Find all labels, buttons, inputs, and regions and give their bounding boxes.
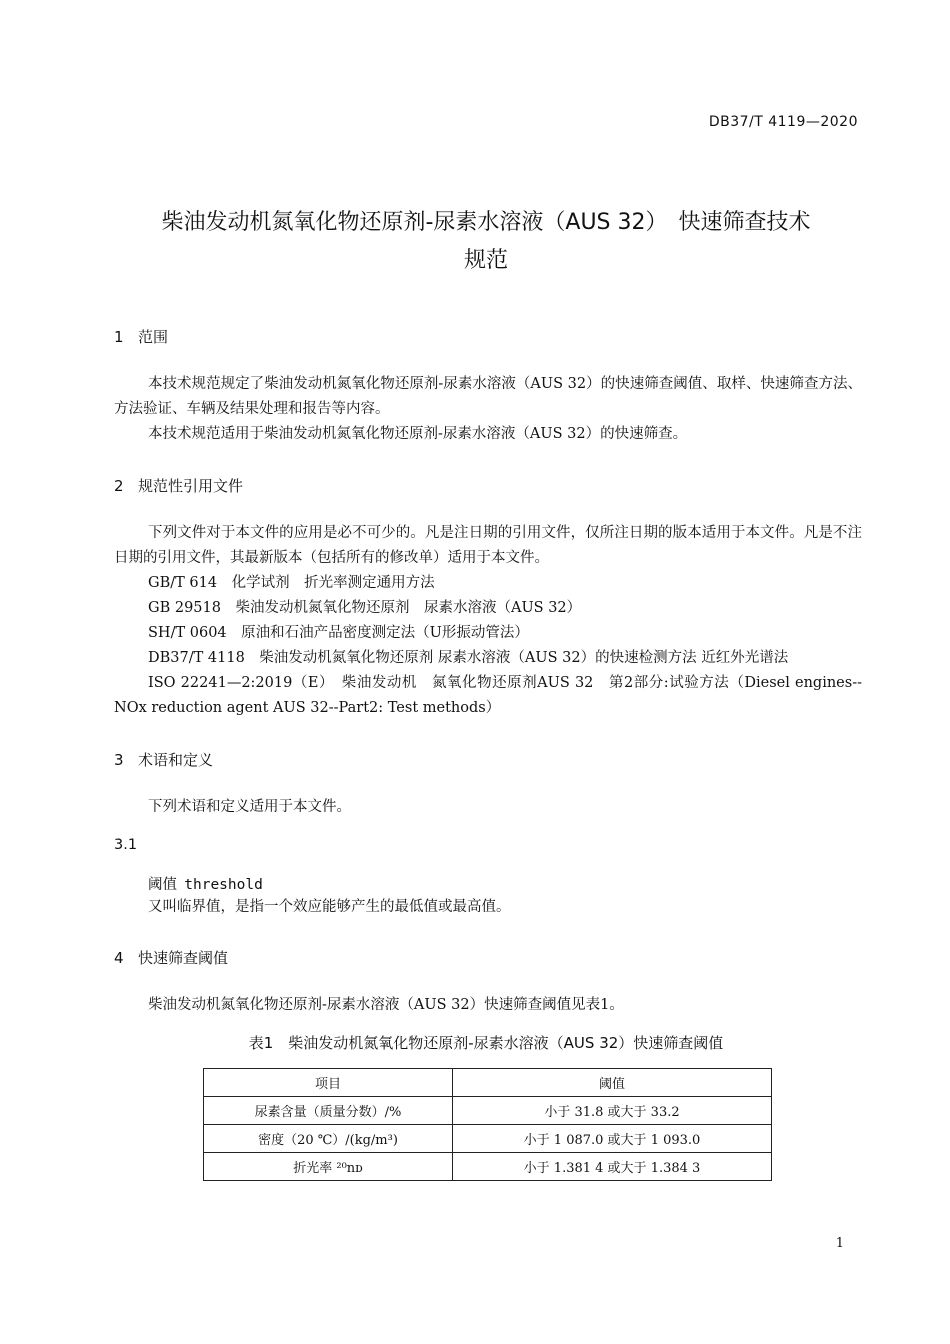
reference-item: GB 29518 柴油发动机氮氧化物还原剂 尿素水溶液（AUS 32） [148, 600, 582, 616]
reference-item: GB/T 614 化学试剂 折光率测定通用方法 [148, 575, 435, 591]
table-row [204, 1125, 772, 1153]
subsection-number: 3.1 [114, 837, 138, 853]
section-title: 规范性引用文件 [138, 477, 244, 495]
table-cell-item: 折光率 ²⁰nᴅ [204, 1153, 453, 1181]
term-entry [148, 873, 263, 894]
table-header-cell: 项目 [204, 1069, 453, 1097]
section-1-heading [114, 326, 168, 347]
table-header-cell: 阈值 [453, 1069, 772, 1097]
reference-item: DB37/T 4118 柴油发动机氮氧化物还原剂 尿素水溶液（AUS 32）的快速检测方法 近红外光谱法 [148, 650, 789, 666]
threshold-table [203, 1068, 772, 1181]
document-code: DB37/T 4119—2020 [708, 114, 858, 130]
table-cell-item: 密度（20 ℃）/(kg/m³) [204, 1125, 453, 1153]
table-row [204, 1097, 772, 1125]
section-4-paragraph-1: 柴油发动机氮氧化物还原剂-尿素水溶液（AUS 32）快速筛查阈值见表1。 [148, 997, 624, 1013]
section-title: 范围 [138, 328, 169, 346]
table-caption: 表1 柴油发动机氮氧化物还原剂-尿素水溶液（AUS 32）快速筛查阈值 [248, 1034, 724, 1052]
title-line-1: 柴油发动机氮氧化物还原剂-尿素水溶液（AUS 32） 快速筛查技术 [161, 210, 811, 235]
section-title: 快速筛查阈值 [138, 949, 229, 967]
section-1-paragraph-1: 本技术规范规定了柴油发动机氮氧化物还原剂-尿素水溶液（AUS 32）的快速筛查阈值、取样、快速筛查方法、方法验证、车辆及结果处理和报告等内容。 [114, 376, 862, 417]
table-header-row [204, 1069, 772, 1097]
page-title [110, 204, 862, 280]
section-2-heading [114, 475, 243, 496]
table-cell-threshold: 小于 1 087.0 或大于 1 093.0 [453, 1125, 772, 1153]
title-line-2: 规范 [463, 248, 508, 273]
table-cell-item: 尿素含量（质量分数）/% [204, 1097, 453, 1125]
page-number: 1 [835, 1236, 844, 1251]
table-cell-threshold: 小于 31.8 或大于 33.2 [453, 1097, 772, 1125]
section-title: 术语和定义 [138, 751, 214, 769]
reference-item: ISO 22241—2:2019（E） 柴油发动机 氮氧化物还原剂AUS 32 第2部分:试验方法（Diesel engines--NOx reduction agent AUS 32--Part2: Test methods） [114, 675, 862, 716]
term-definition: 又叫临界值，是指一个效应能够产生的最低值或最高值。 [148, 899, 511, 915]
section-1-paragraph-2: 本技术规范适用于柴油发动机氮氧化物还原剂-尿素水溶液（AUS 32）的快速筛查。 [148, 426, 688, 442]
section-number: 3 [114, 751, 124, 769]
section-4-heading [114, 947, 228, 968]
section-3-heading [114, 749, 213, 770]
section-number: 4 [114, 949, 124, 967]
table-cell-threshold: 小于 1.381 4 或大于 1.384 3 [453, 1153, 772, 1181]
section-number: 2 [114, 477, 124, 495]
table-row [204, 1153, 772, 1181]
reference-item: SH/T 0604 原油和石油产品密度测定法（U形振动管法） [148, 625, 529, 641]
section-2-paragraph-1: 下列文件对于本文件的应用是必不可少的。凡是注日期的引用文件，仅所注日期的版本适用于本文件。凡是不注日期的引用文件，其最新版本（包括所有的修改单）适用于本文件。 [114, 525, 862, 566]
section-3-paragraph-1: 下列术语和定义适用于本文件。 [148, 799, 351, 815]
term-chinese: 阈值 [148, 877, 177, 893]
section-number: 1 [114, 328, 124, 346]
term-english: threshold [184, 877, 263, 893]
